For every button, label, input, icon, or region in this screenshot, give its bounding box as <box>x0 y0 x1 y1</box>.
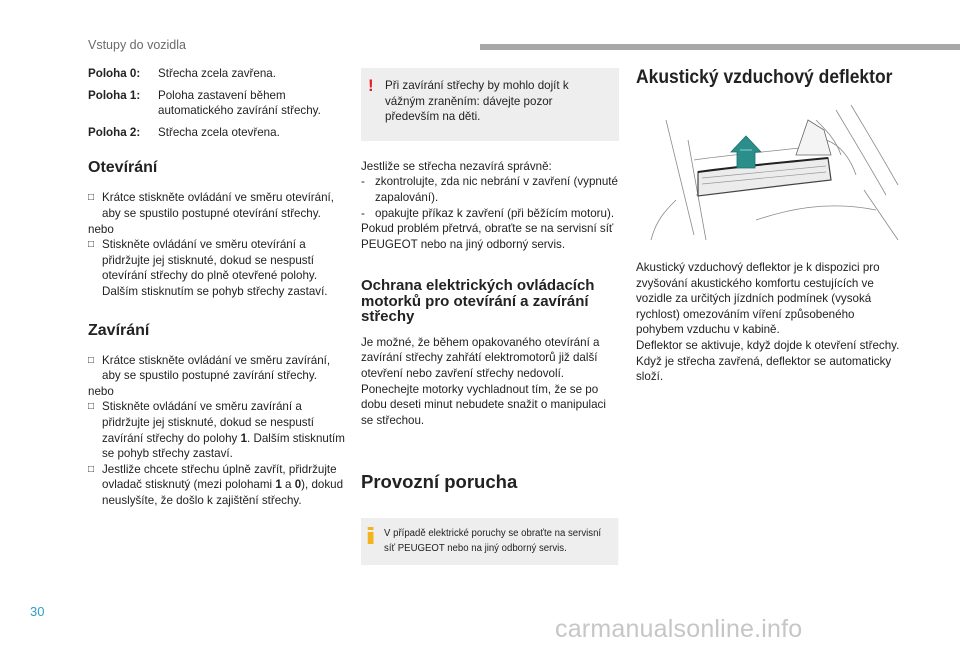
warning-box <box>361 68 619 141</box>
bullet-item: □ Stiskněte ovládání ve směru otevírání a přidržujte jej stisknuté, dokud se nespustí otevírání střechy do plně otevřené polohy. Dalším stisknutím se pohyb střechy zastaví. <box>88 238 328 298</box>
header-bar <box>480 44 960 50</box>
position-text: Poloha zastavení během automatického zavírání střechy. <box>158 88 321 118</box>
section-title: Vstupy do vozidla <box>88 38 186 52</box>
deflector-text-3: Když je střecha zavřená, deflektor se automaticky složí. <box>636 354 892 384</box>
position-label: Poloha 1: <box>88 88 141 102</box>
position-label: Poloha 0: <box>88 67 141 80</box>
deflector-title: Akustický vzduchový deflektor <box>636 67 893 88</box>
bullet-item: □ Stiskněte ovládání ve směru zavírání a přidržujte jej stisknuté, dokud se nespustí zavírání střechy do polohy 1. Dalším stisknutím se pohyb střechy zastaví. <box>88 400 345 461</box>
position-row <box>88 66 350 82</box>
column-3 <box>636 66 900 385</box>
deflector-drawing <box>636 100 900 250</box>
checkbox-bullet-icon: □ <box>88 354 95 366</box>
checkbox-bullet-icon: □ <box>88 463 95 475</box>
deflector-text-2: Deflektor se aktivuje, když dojde k otevření střechy. <box>636 338 900 352</box>
info-icon <box>368 527 374 544</box>
checkbox-bullet-icon: □ <box>88 192 95 204</box>
page-number: 30 <box>30 604 45 619</box>
info-box <box>361 518 618 565</box>
checkbox-bullet-icon: □ <box>88 401 95 413</box>
closing-title: Zavírání <box>88 321 150 339</box>
warning-text: Při zavírání střechy by mohlo dojít k vážným zraněním: dávejte pozor především na děti. <box>385 79 569 124</box>
warning-exclamation-icon: ! <box>368 76 374 95</box>
dash-item: - opakujte příkaz k zavření (při běžícím motoru). <box>361 206 615 220</box>
motor-protection-title: Ochrana elektrických ovládacích motorků pro otevírání a zavírání střechy <box>361 277 595 326</box>
dash-item: - zkontrolujte, zda nic nebrání v zavření (vypnuté zapalování). <box>361 175 618 204</box>
position-label: Poloha 2: <box>88 125 141 139</box>
checkbox-bullet-icon: □ <box>88 239 95 251</box>
deflector-text-1: Akustický vzduchový deflektor je k dispozici pro zvyšování akustického komfortu cestujících ve vozidle za určitých jízdních podmínek (vysoká rychlost) omezováním víření způsobeného pohybem vzduchu v kabině. <box>636 261 880 337</box>
motor-protection-text: Je možné, že během opakovaného otevírání a zavírání střechy zahřátí elektromotorů již další otevření nebo zavření střechy nedovolí. Ponechejte motorky vychladnout tím, že se po dobu deseti minut nebudete snažit o manipulaci se střechou. <box>361 335 606 427</box>
column-2 <box>361 68 619 565</box>
bullet-item: □ Jestliže chcete střechu úplně zavřít, přidržujte ovladač stisknutý (mezi polohami 1 a 0), dokud neuslyšíte, že došlo k zajištění střechy. <box>88 462 344 507</box>
position-row <box>88 88 350 119</box>
position-text: Střecha zcela zavřena. <box>158 67 276 80</box>
arrow-up-icon <box>731 136 761 168</box>
or-text: nebo <box>88 222 114 236</box>
deflector-illustration <box>636 100 900 250</box>
position-text: Střecha zcela otevřena. <box>158 125 280 139</box>
info-text: V případě elektrické poruchy se obraťte na servisní síť PEUGEOT nebo na jiný odborný servis. <box>384 528 602 555</box>
malfunction-title: Provozní porucha <box>361 471 518 493</box>
bullet-item: □ Krátce stiskněte ovládání ve směru zavírání, aby se spustilo postupné zavírání střechy. <box>88 353 331 383</box>
not-closing-outro: Pokud problém přetrvá, obraťte se na servisní síť PEUGEOT nebo na jiný odborný servis. <box>361 222 614 251</box>
position-row <box>88 125 350 141</box>
or-text: nebo <box>88 384 114 398</box>
column-1 <box>88 66 350 508</box>
watermark: carmanualsonline.info <box>555 615 803 643</box>
bullet-item: □ Krátce stiskněte ovládání ve směru otevírání, aby se spustilo postupné otevírání střechy. <box>88 191 334 220</box>
not-closing-intro: Jestliže se střecha nezavírá správně: <box>361 159 552 173</box>
opening-title: Otevírání <box>88 159 158 177</box>
